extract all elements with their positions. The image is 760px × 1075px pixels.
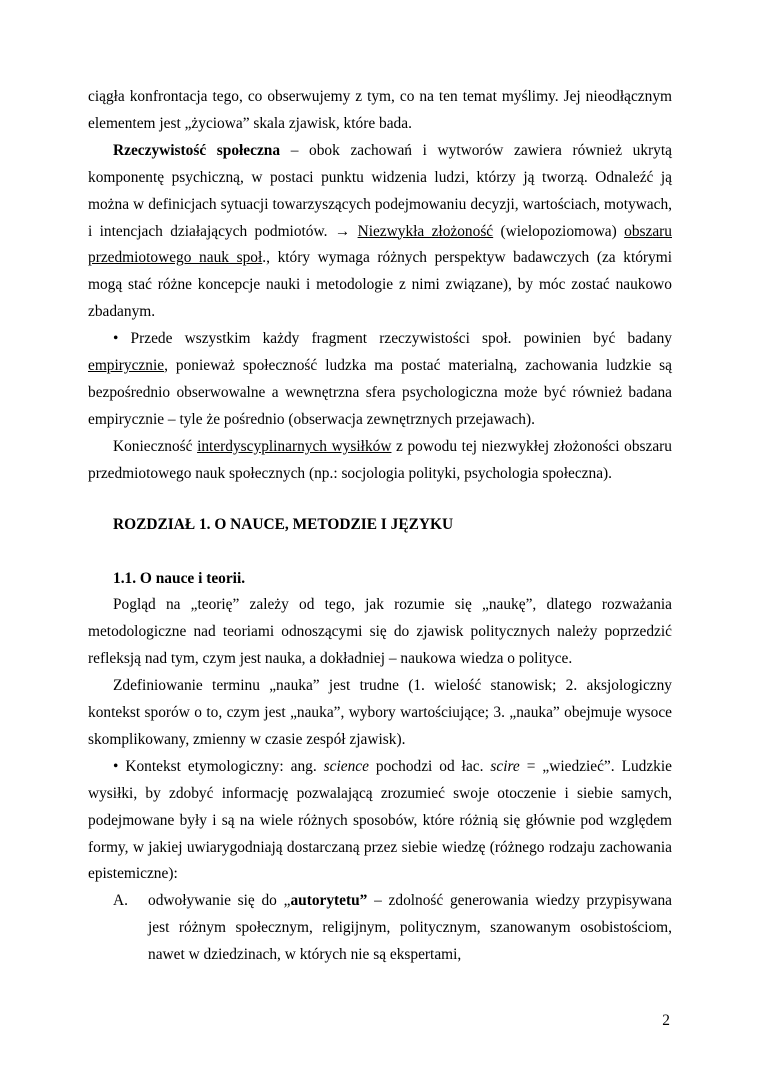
bold-term-authority: autorytetu” — [290, 892, 368, 910]
text-run: • Kontekst etymologiczny: ang. — [113, 757, 324, 775]
text-run: = „wiedzieć”. Ludzkie wysiłki, by zdobyć informację pozwalającą zrozumieć swoje otoczenie i siebie samych, podejmowane były i są na wiele różnych sposobów, które różnią się głównie pod względem formy, w jakiej uwiarygodniają dostarczaną przez siebie wiedzę (różnego rodzaju zachowania epistemiczne): — [88, 757, 672, 883]
text-run: (wielopoziomowa) — [493, 222, 625, 240]
list-item-a — [88, 888, 672, 969]
page-content — [88, 84, 672, 969]
bold-term-social-reality: Rzeczywistość społeczna — [113, 141, 281, 159]
italic-term-science: science — [323, 757, 369, 775]
paragraph-view-on-theory: Pogląd na „teorię” zależy od tego, jak rozumie się „naukę”, dlatego rozważania metodologiczne nad teoriami odnoszącymi się do zjawisk politycznych należy poprzedzić refleksją nad tym, czym jest nauka, a dokładniej – naukowa wiedza o polityce. — [88, 596, 672, 668]
chapter-heading: ROZDZIAŁ 1. O NAUCE, METODZIE I JĘZYKU — [113, 515, 454, 533]
page-number: 2 — [662, 1012, 670, 1029]
paragraph-social-reality — [88, 138, 672, 326]
text-run: odwoływanie się do „ — [148, 892, 291, 910]
italic-term-scire: scire — [490, 757, 520, 775]
text-run: • Przede wszystkim każdy fragment rzeczywistości społ. powinien być badany — [113, 330, 672, 348]
text-run: ., który wymaga różnych perspektyw badawczych (za którymi mogą stać różne koncepcje nauki i metodologie z nimi związane), by móc zostać naukowo zbadanym. — [88, 249, 672, 321]
text-run: – obok zachowań i wytworów zawiera również ukrytą komponentę psychiczną, w postaci punktu widzenia ludzi, którzy ją tworzą. Odnaleźć ją można w definicjach sytuacji towarzyszących podejmowaniu decyzji, wartościach, motywach, i intencjach działających podmiotów. → — [88, 141, 672, 240]
underlined-phrase-subject-area: obszaru przedmiotowego nauk społ — [88, 222, 672, 267]
bullet-paragraph-etymology — [88, 754, 672, 889]
text-run: – zdolność generowania wiedzy przypisywana jest różnym społecznym, religijnym, politycznym, szanowanym osobistościom, nawet w dziedzinach, w których nie są ekspertami, — [148, 892, 672, 964]
bullet-paragraph-empirical — [88, 326, 672, 434]
section-heading: 1.1. O nauce i teorii. — [113, 569, 246, 587]
list-item-a-label: A. — [113, 892, 128, 910]
text-run: Konieczność — [113, 437, 198, 455]
paragraph-intro-continuation: ciągła konfrontacja tego, co obserwujemy z tym, co na ten temat myślimy. Jej nieodłącznym elementem jest „życiowa” skala zjawisk, które bada. — [88, 88, 672, 132]
text-run: z powodu tej niezwykłej złożoności obszaru przedmiotowego nauk społecznych (np.: socjologia polityki, psychologia społeczna). — [88, 437, 672, 482]
paragraph-interdisciplinary — [88, 434, 672, 488]
text-run: , ponieważ społeczność ludzka ma postać materialną, zachowania ludzkie są bezpośrednio obserwowalne a wewnętrzna sfera psychologiczna może być również badana empirycznie – tyle że pośrednio (obserwacja zewnętrznych przejawach). — [88, 357, 672, 428]
text-run: pochodzi od łac. — [368, 757, 491, 775]
underlined-phrase-empirically: empirycznie — [88, 357, 165, 375]
paragraph-defining-science: Zdefiniowanie terminu „nauka” jest trudne (1. wielość stanowisk; 2. aksjologiczny kontekst sporów o to, czym jest „nauka”, wybory wartościujące; 3. „nauka” obejmuje wysoce skomplikowany, zmienny w czasie zespół zjawisk). — [88, 677, 672, 748]
list-item-a-text — [148, 888, 672, 969]
underlined-phrase-interdisciplinary: interdyscyplinarnych wysiłków — [197, 437, 392, 455]
underlined-phrase-complexity: Niezwykła złożoność — [357, 222, 494, 240]
